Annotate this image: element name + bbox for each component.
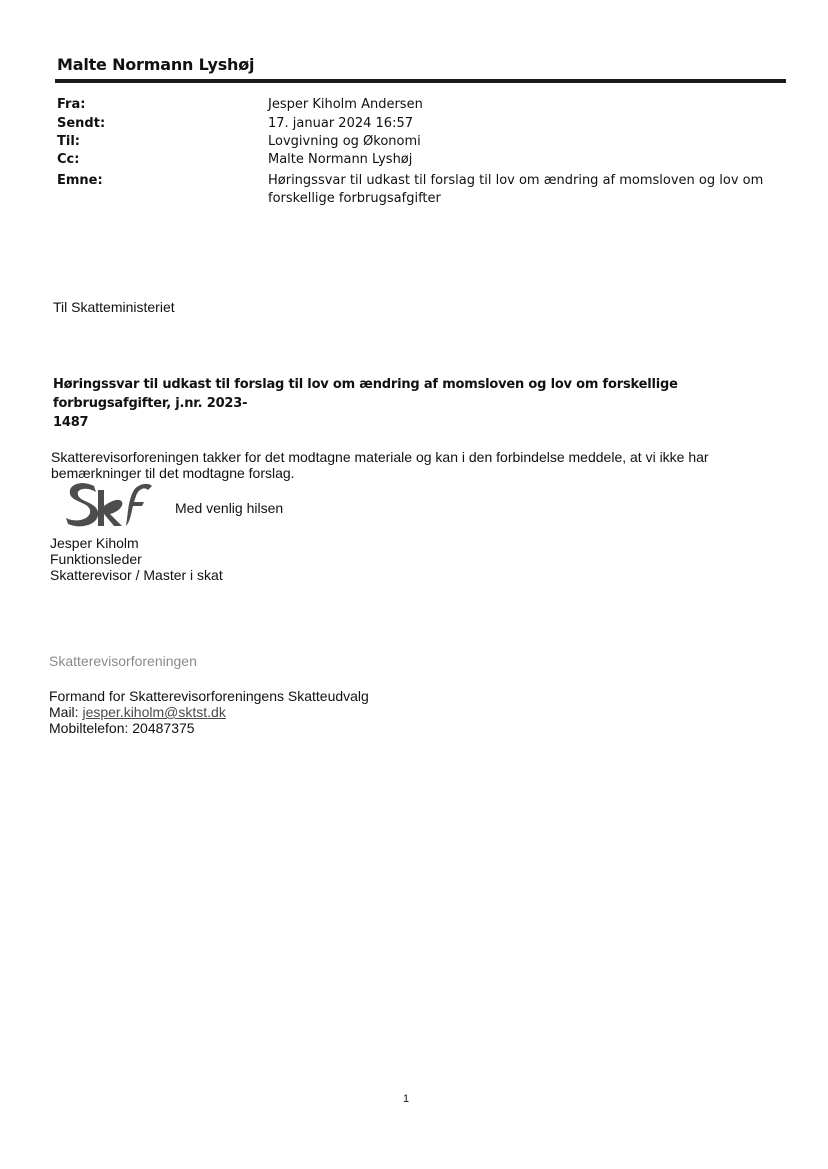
- phone-line: Mobiltelefon: 20487375: [49, 720, 195, 736]
- header-divider: [55, 79, 786, 83]
- letter-body-line2: bemærkninger til det modtagne forslag.: [51, 465, 295, 481]
- letter-subject-line1: Høringssvar til udkast til forslag til lov om ændring af momsloven og lov om forskellige forbrugsafgifter, j.nr. 2023-: [53, 377, 678, 411]
- meta-value-subject-line2: forskellige forbrugsafgifter: [268, 191, 441, 206]
- letter-subject-line2: 1487: [53, 415, 89, 430]
- meta-label-sent: Sendt:: [57, 116, 106, 131]
- letter-closing: Med venlig hilsen: [175, 500, 284, 516]
- mail-label: Mail:: [49, 704, 83, 720]
- meta-label-to: Til:: [57, 134, 80, 149]
- meta-value-from: Jesper Kiholm Andersen: [268, 97, 423, 112]
- letter-subject-heading: [53, 375, 793, 432]
- meta-value-subject-line1: Høringssvar til udkast til forslag til lov om ændring af momsloven og lov om: [268, 173, 764, 188]
- meta-value-to: Lovgivning og Økonomi: [268, 134, 421, 149]
- meta-label-from: Fra:: [57, 97, 86, 112]
- letter-recipient: Til Skatteministeriet: [53, 299, 175, 315]
- contact-block: [49, 688, 369, 736]
- signature-title: Funktionsleder: [50, 551, 142, 567]
- organization-position: Formand for Skatterevisorforeningens Skatteudvalg: [49, 688, 369, 704]
- page-number: 1: [403, 1093, 410, 1105]
- letter-body: [51, 449, 771, 481]
- meta-label-cc: Cc:: [57, 152, 80, 167]
- meta-label-subject: Emne:: [57, 173, 103, 188]
- srf-logo: [64, 480, 154, 528]
- header-sender-name: Malte Normann Lyshøj: [57, 55, 255, 74]
- organization-name: Skatterevisorforeningen: [49, 653, 197, 669]
- signature-role: Skatterevisor / Master i skat: [50, 567, 223, 583]
- mail-link[interactable]: jesper.kiholm@sktst.dk: [82, 704, 226, 720]
- meta-value-cc: Malte Normann Lyshøj: [268, 152, 413, 167]
- signature-block: [50, 535, 223, 583]
- signature-name: Jesper Kiholm: [50, 535, 139, 551]
- meta-value-subject: [268, 172, 768, 208]
- mail-line: [49, 704, 369, 720]
- meta-value-sent: 17. januar 2024 16:57: [268, 116, 413, 131]
- letter-body-line1: Skatterevisorforeningen takker for det modtagne materiale og kan i den forbindelse meddele, at vi ikke har: [51, 449, 709, 465]
